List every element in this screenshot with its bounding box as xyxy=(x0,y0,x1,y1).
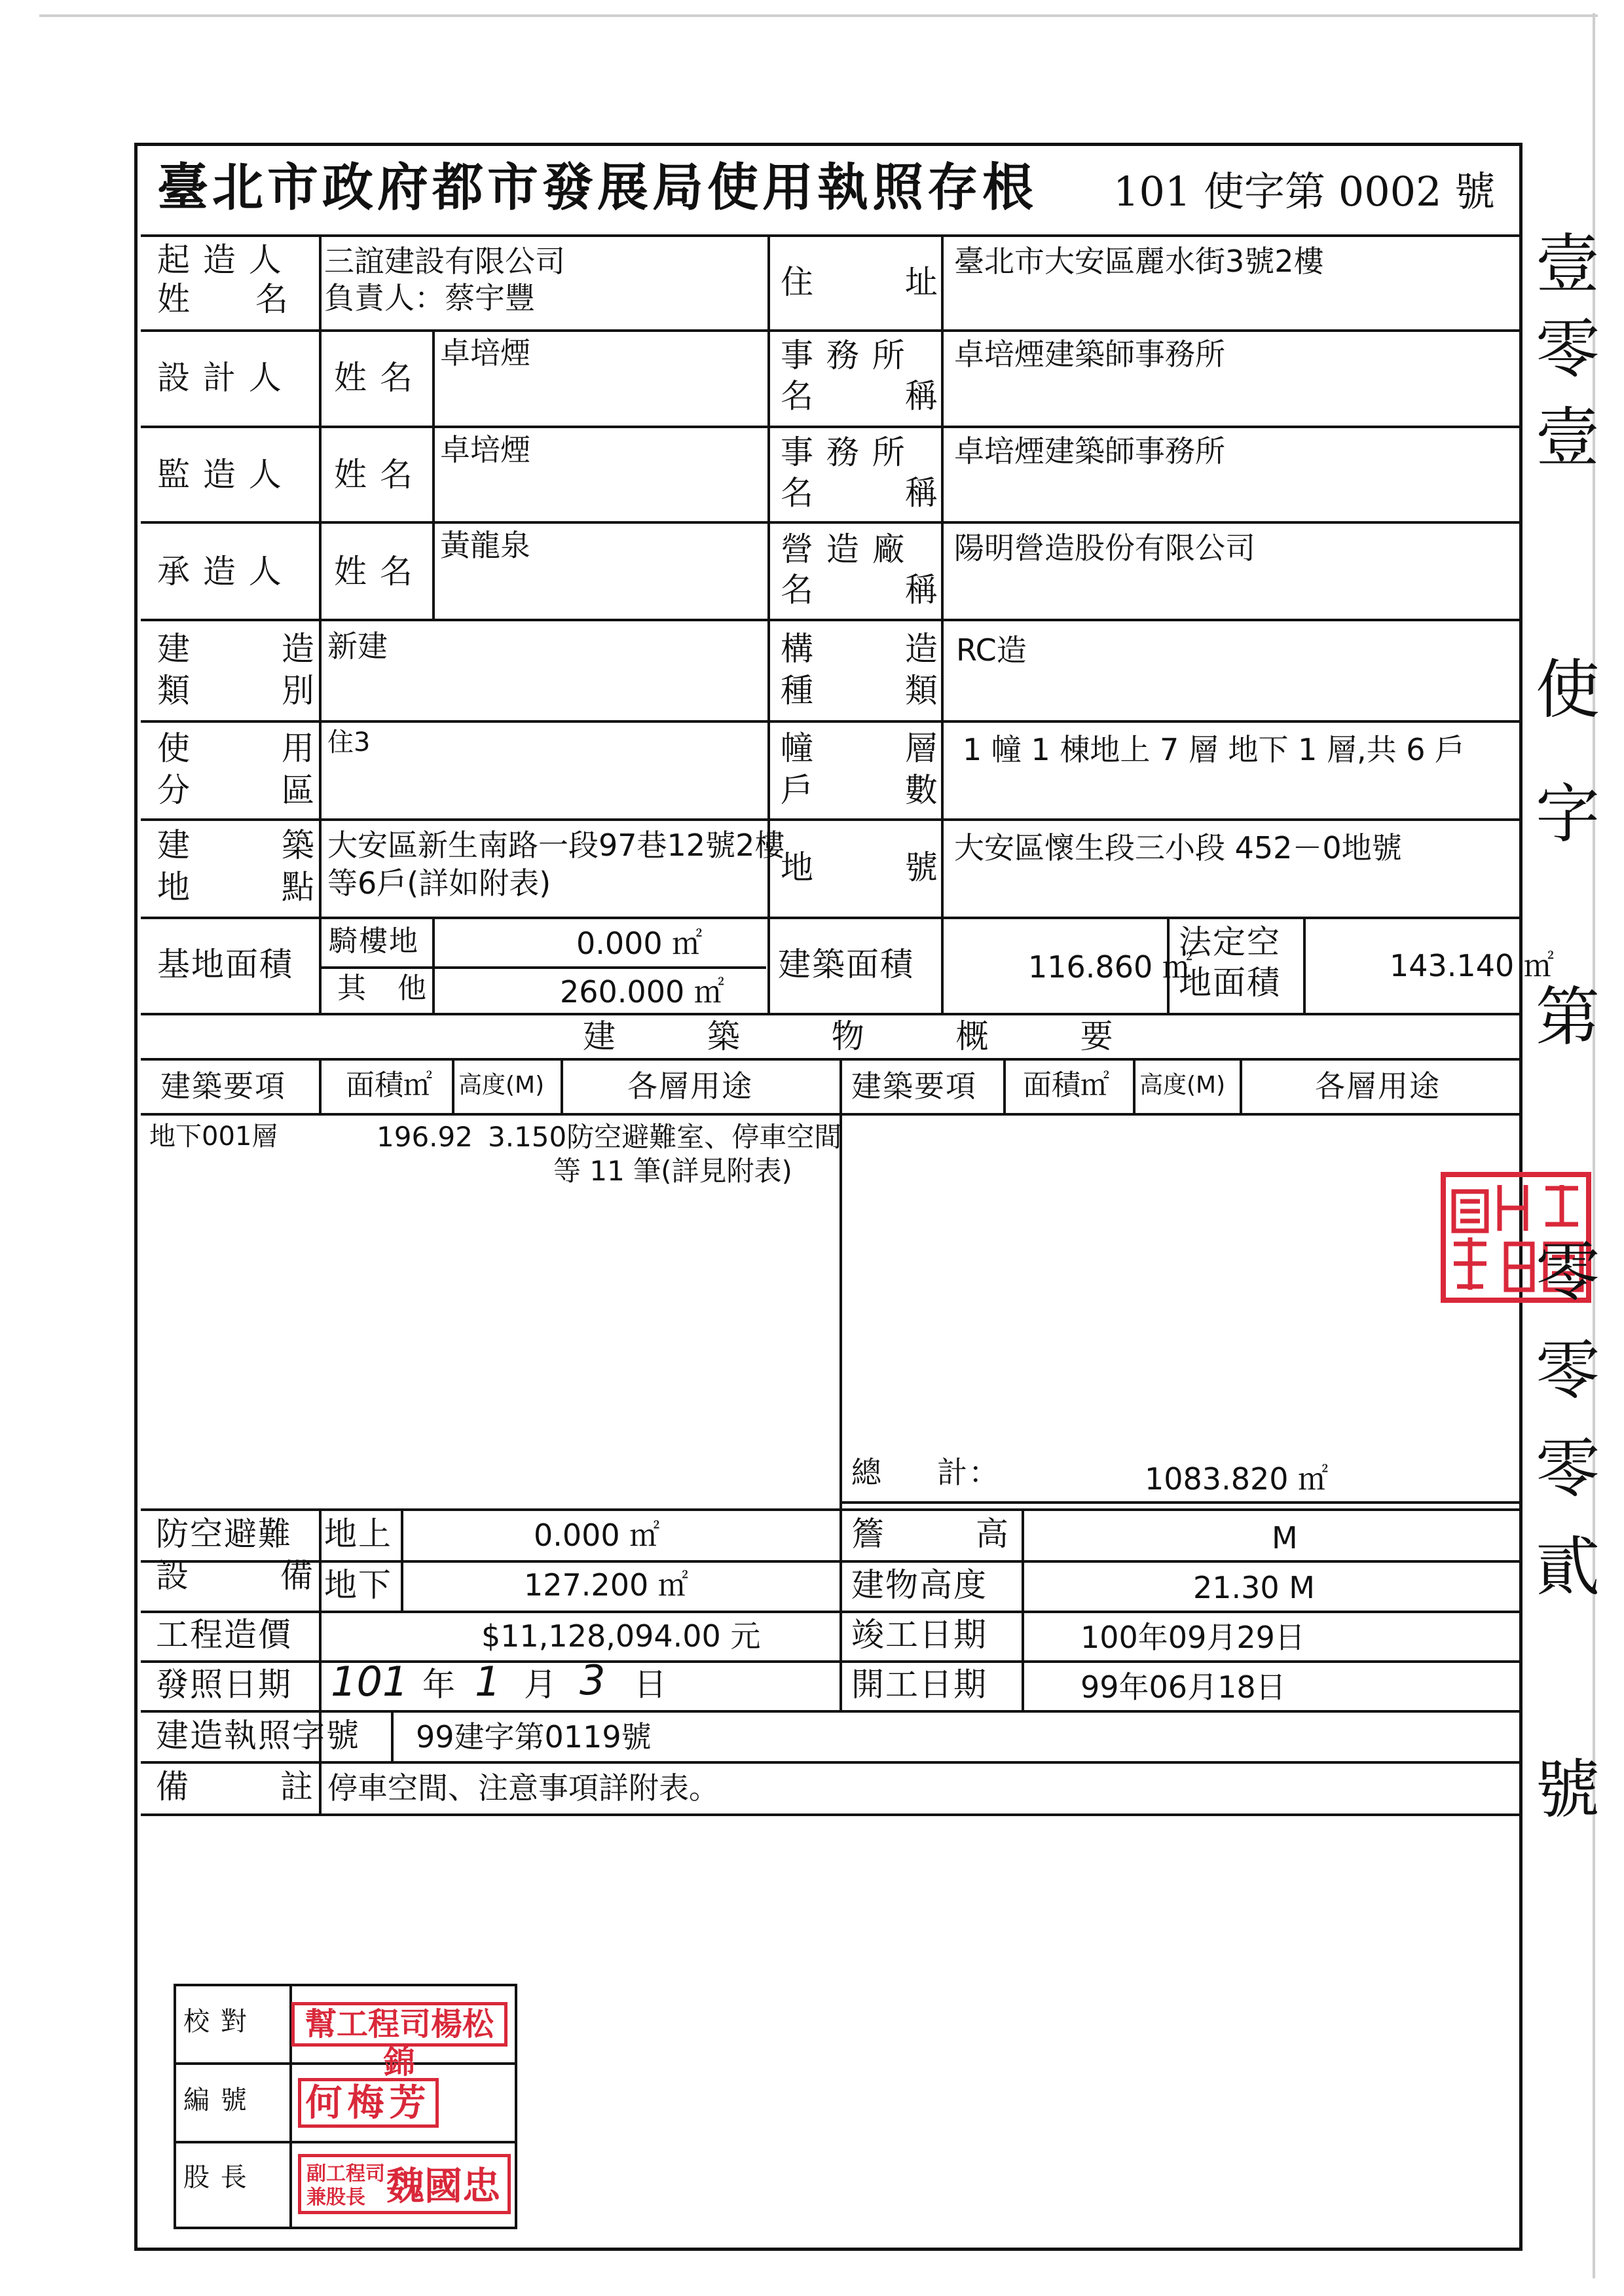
grid-line xyxy=(319,1508,322,1813)
chief-label: 股 長 xyxy=(183,2162,248,2193)
grid-line xyxy=(141,720,1522,723)
bheight-label: 建物高度 xyxy=(851,1566,987,1604)
above-label: 地上 xyxy=(324,1515,392,1553)
remarks-label: 備 註 xyxy=(156,1768,314,1806)
side-char: 貳 xyxy=(1536,1530,1600,1605)
issue-date-label: 發照日期 xyxy=(156,1666,292,1704)
builder-representative: 負責人：蔡宇豐 xyxy=(324,280,535,316)
grid-line xyxy=(141,619,1522,621)
check-stamp-text: 幫工程司楊松錦 xyxy=(304,2006,494,2081)
summary-row-more: 等 11 筆(詳見附表) xyxy=(553,1155,792,1187)
contractor-firm-label-bottom: 名 稱 xyxy=(781,571,939,609)
grid-line xyxy=(141,1710,1522,1713)
number-label: 編 號 xyxy=(183,2085,248,2115)
permit-label: 建造執照字號 xyxy=(156,1717,360,1755)
builder-company: 三誼建設有限公司 xyxy=(324,244,565,279)
issue-day-unit: 日 xyxy=(634,1666,668,1704)
grid-line xyxy=(141,818,1522,821)
summary-col-area-right: 面積㎡ xyxy=(1023,1068,1109,1102)
check-label: 校 對 xyxy=(183,2007,248,2037)
grid-line xyxy=(141,329,1522,332)
bheight-value: 21.30 M xyxy=(1193,1570,1315,1605)
units-label-top: 幢 層 xyxy=(781,729,939,767)
completion-label: 竣工日期 xyxy=(851,1616,987,1654)
lot-label: 地 號 xyxy=(781,848,939,886)
side-char: 壹 xyxy=(1536,227,1600,302)
grid-line xyxy=(840,1508,842,1710)
grid-line xyxy=(174,2062,517,2065)
eave-label: 簷 高 xyxy=(851,1515,1010,1553)
summary-col-item-right: 建築要項 xyxy=(851,1068,977,1104)
other-label: 其 他 xyxy=(337,972,428,1005)
grid-line xyxy=(141,234,1522,237)
building-area-value: 116.860 ㎡ xyxy=(1028,949,1192,985)
address-value: 臺北市大安區麗水街3號2樓 xyxy=(954,244,1324,279)
location-label-bottom: 地 點 xyxy=(157,868,316,906)
side-char: 零 xyxy=(1536,1432,1600,1506)
designer-name-label: 姓 名 xyxy=(334,359,414,397)
supervisor-office: 卓培煙建築師事務所 xyxy=(954,433,1225,469)
contractor-name-label: 姓 名 xyxy=(334,553,414,591)
grid-line xyxy=(1303,917,1306,1013)
build-type-label-bottom: 類 別 xyxy=(157,672,316,710)
grid-line xyxy=(174,2141,517,2143)
scan-edge-top xyxy=(39,14,1598,17)
grid-line xyxy=(1022,1508,1024,1710)
structure-label-bottom: 種 類 xyxy=(781,672,939,710)
license-number: 101 使字第 0002 號 xyxy=(1113,168,1496,215)
grid-line xyxy=(1003,1058,1006,1113)
side-char: 使 xyxy=(1536,653,1600,727)
below-label: 地下 xyxy=(324,1566,392,1604)
cost-value: $11,128,094.00 元 xyxy=(481,1618,761,1654)
number-stamp xyxy=(298,2078,439,2128)
builder-label-bottom: 姓 名 xyxy=(157,280,289,318)
summary-row-floor: 地下001層 xyxy=(149,1121,278,1152)
grid-line xyxy=(767,234,770,1013)
structure-label-top: 構 造 xyxy=(781,630,939,668)
issue-year: 101 xyxy=(331,1658,409,1705)
designer-office-label-top: 事 務 所 xyxy=(781,337,906,374)
grid-line xyxy=(321,966,766,969)
site-area-label: 基地面積 xyxy=(157,945,293,983)
contractor-label: 承 造 人 xyxy=(157,553,283,591)
address-label: 住 址 xyxy=(781,263,939,301)
supervisor-office-label-top: 事 務 所 xyxy=(781,433,906,471)
cost-label: 工程造價 xyxy=(156,1616,292,1654)
check-stamp xyxy=(291,2002,507,2081)
grid-line xyxy=(141,426,1522,428)
shelter-label-top: 防空避難 xyxy=(156,1515,292,1553)
other-value: 260.000 ㎡ xyxy=(560,974,724,1010)
issue-month-unit: 月 xyxy=(524,1666,558,1704)
grid-line xyxy=(141,1761,1522,1764)
contractor-firm-label-top: 營 造 廠 xyxy=(781,530,906,568)
structure-value: RC造 xyxy=(956,632,1027,668)
side-char: 字 xyxy=(1536,777,1600,852)
designer-label: 設 計 人 xyxy=(157,359,283,397)
start-date-value: 99年06月18日 xyxy=(1080,1669,1286,1705)
grid-line xyxy=(432,917,435,1013)
summary-col-area: 面積㎡ xyxy=(346,1068,432,1102)
grid-line xyxy=(840,1501,1522,1504)
summary-col-height-right: 高度(M) xyxy=(1139,1072,1226,1099)
grid-line xyxy=(141,1611,1522,1613)
zoning-value: 住3 xyxy=(327,727,371,757)
supervisor-office-label-bottom: 名 稱 xyxy=(781,474,939,512)
build-type-label-top: 建 造 xyxy=(157,630,316,668)
summary-total-label: 總 計： xyxy=(851,1455,1001,1490)
chief-stamp-small: 副工程司兼股長 xyxy=(306,2162,385,2209)
build-type-value: 新建 xyxy=(327,629,388,664)
supervisor-name: 卓培煙 xyxy=(440,432,530,467)
side-char: 壹 xyxy=(1536,401,1600,475)
location-line-1: 大安區新生南路一段97巷12號2樓 xyxy=(327,828,785,863)
open-space-label-bottom: 地面積 xyxy=(1179,964,1281,1002)
grid-line xyxy=(141,1813,1522,1816)
number-stamp-text: 何梅芳 xyxy=(305,2081,432,2124)
building-area-label: 建築面積 xyxy=(778,945,914,983)
grid-line xyxy=(1240,1058,1242,1113)
grid-line xyxy=(452,1058,454,1113)
summary-col-use-right: 各層用途 xyxy=(1315,1068,1441,1104)
issue-day: 3 xyxy=(580,1656,606,1704)
grid-line xyxy=(141,917,1522,919)
units-value: 1 幢 1 棟地上 7 層 地下 1 層,共 6 戶 xyxy=(963,732,1466,767)
side-char: 第 xyxy=(1536,980,1600,1055)
start-date-label: 開工日期 xyxy=(851,1666,987,1704)
page-title: 臺北市政府都市發展局使用執照存根 xyxy=(157,158,1038,217)
designer-office-label-bottom: 名 稱 xyxy=(781,377,939,415)
designer-name: 卓培煙 xyxy=(440,335,530,371)
grid-line xyxy=(141,1113,1522,1116)
grid-line xyxy=(141,521,1522,524)
arcade-label: 騎樓地 xyxy=(329,924,419,958)
side-char: 零 xyxy=(1536,1334,1600,1408)
units-label-bottom: 戶 數 xyxy=(781,771,939,809)
designer-office: 卓培煙建築師事務所 xyxy=(954,337,1225,372)
builder-label-top: 起 造 人 xyxy=(157,241,283,279)
grid-line xyxy=(141,1058,1522,1061)
grid-line xyxy=(141,1508,1522,1511)
above-value: 0.000 ㎡ xyxy=(534,1518,660,1553)
permit-value: 99建字第0119號 xyxy=(416,1719,652,1755)
grid-line xyxy=(941,234,944,1013)
completion-value: 100年09月29日 xyxy=(1080,1620,1305,1655)
chief-stamp xyxy=(298,2154,511,2214)
grid-line xyxy=(141,1560,1522,1563)
summary-total-value: 1083.820 ㎡ xyxy=(1145,1461,1329,1497)
grid-line xyxy=(561,1058,563,1113)
summary-col-item: 建築要項 xyxy=(160,1068,286,1104)
summary-col-use: 各層用途 xyxy=(627,1068,753,1104)
grid-line xyxy=(1133,1058,1135,1113)
chief-stamp-name: 魏國忠 xyxy=(386,2164,501,2208)
supervisor-label: 監 造 人 xyxy=(157,456,283,494)
supervisor-name-label: 姓 名 xyxy=(334,456,414,494)
location-line-2: 等6戶(詳如附表) xyxy=(327,866,551,901)
zoning-label-bottom: 分 區 xyxy=(157,771,316,809)
contractor-firm: 陽明營造股份有限公司 xyxy=(954,530,1255,566)
summary-col-height: 高度(M) xyxy=(458,1072,545,1099)
below-value: 127.200 ㎡ xyxy=(524,1567,688,1603)
side-char: 零 xyxy=(1536,312,1600,387)
location-label-top: 建 築 xyxy=(157,826,316,864)
zoning-label-top: 使 用 xyxy=(157,729,316,767)
side-char: 零 xyxy=(1536,1235,1600,1310)
open-space-value: 143.140 ㎡ xyxy=(1390,948,1554,983)
issue-month: 1 xyxy=(475,1658,501,1705)
issue-year-unit: 年 xyxy=(422,1666,456,1704)
eave-value: M xyxy=(1272,1520,1298,1556)
side-char: 號 xyxy=(1536,1753,1600,1827)
summary-row-area: 196.92 xyxy=(377,1121,473,1153)
lot-value: 大安區懷生段三小段 452－0地號 xyxy=(954,830,1402,866)
grid-line xyxy=(432,329,435,619)
grid-line xyxy=(319,1058,322,1113)
summary-section-title: 建 築 物 概 要 xyxy=(583,1017,1115,1055)
grid-line xyxy=(401,1508,403,1611)
grid-line xyxy=(319,234,322,1013)
grid-line xyxy=(141,1013,1522,1015)
arcade-value: 0.000 ㎡ xyxy=(576,926,703,961)
remarks-value: 停車空間、注意事項詳附表。 xyxy=(327,1770,719,1806)
contractor-name: 黃龍泉 xyxy=(440,528,530,563)
grid-line xyxy=(391,1710,394,1761)
shelter-label-bottom: 設 備 xyxy=(156,1557,314,1595)
open-space-label-top: 法定空 xyxy=(1179,923,1281,961)
summary-row-height-use: 3.150防空避難室、停車空間 xyxy=(488,1121,842,1153)
